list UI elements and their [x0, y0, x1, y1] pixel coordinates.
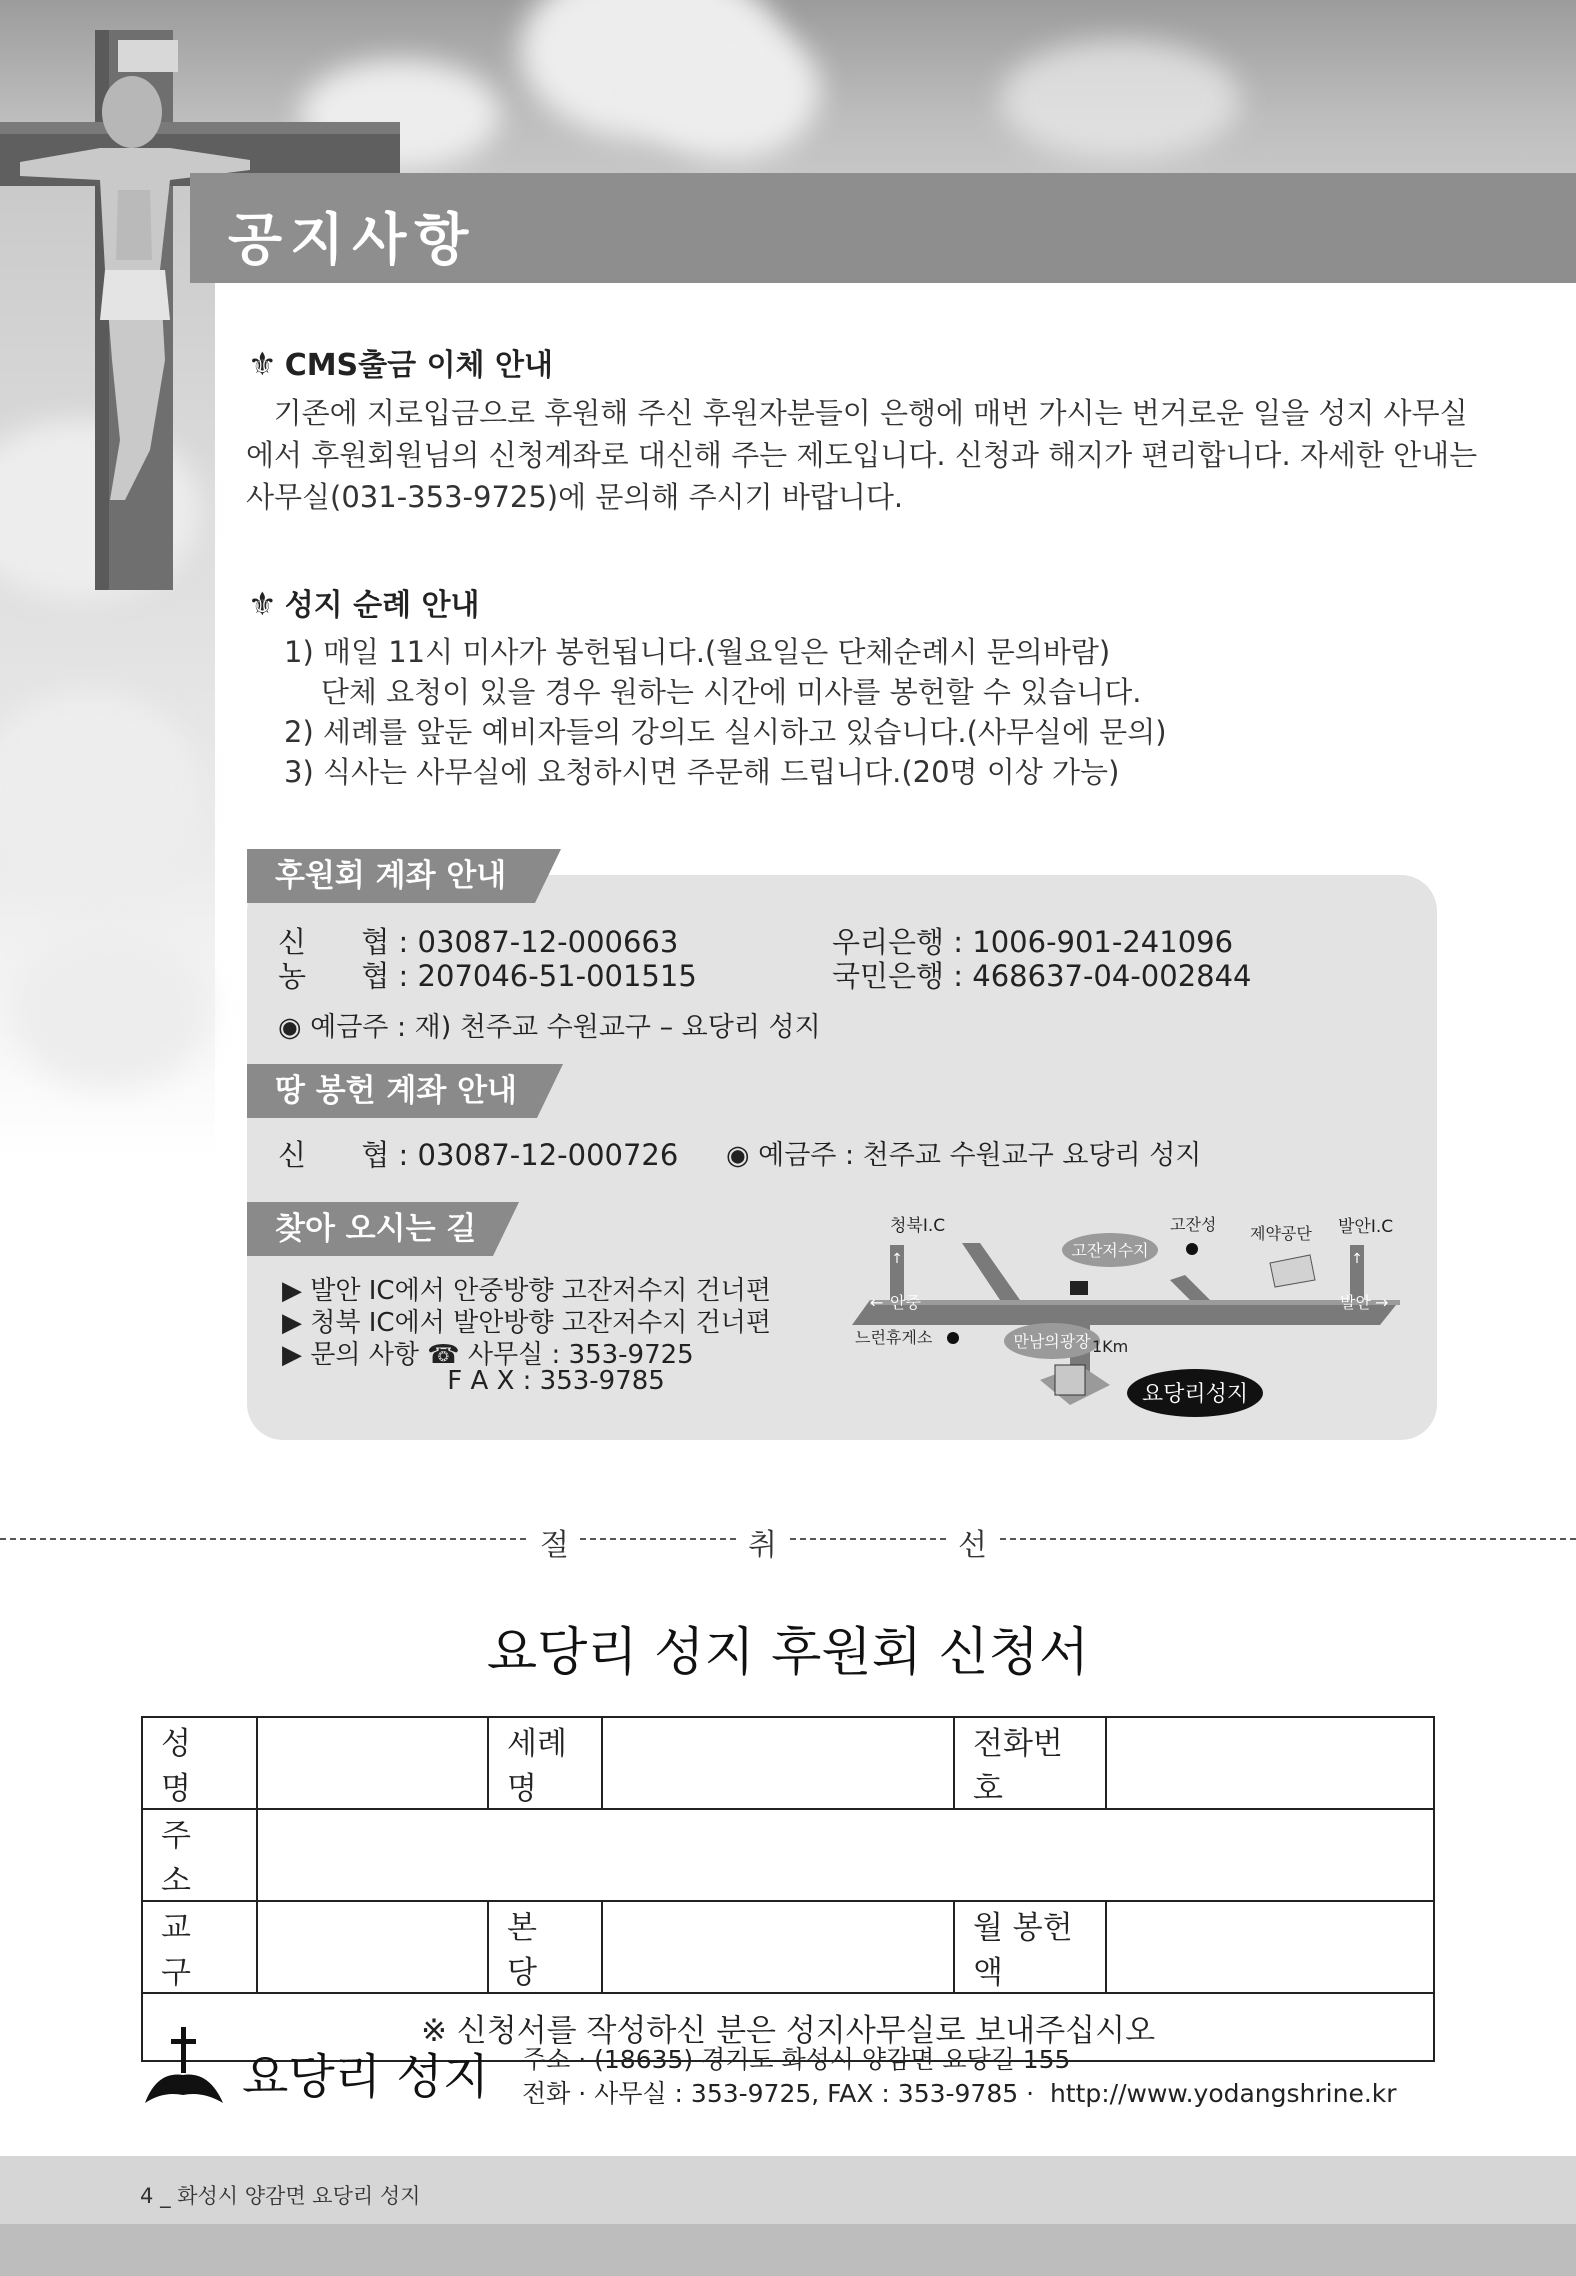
svg-text:→: → — [1375, 1293, 1389, 1312]
land-account-shinhyup: 신 협 : 03087-12-000726 — [278, 1138, 679, 1172]
cms-heading — [248, 340, 553, 384]
support-account-nonghyup: 농 협 : 207046-51-001515 — [278, 959, 697, 993]
map-label-rest-area: 느런휴게소 — [855, 1328, 933, 1347]
page-number: 4 — [140, 2184, 154, 2208]
label-diocese: 교 구 — [142, 1901, 257, 1993]
page-title: 공지사항 — [228, 208, 477, 273]
map-label-distance: 1Km — [1092, 1337, 1129, 1356]
label-name: 성 명 — [142, 1717, 257, 1809]
parish-field[interactable] — [602, 1901, 954, 1993]
support-account-kookmin: 국민은행 : 468637-04-002844 — [832, 959, 1252, 993]
direction-line: ▶ 청북 IC에서 발안방향 고잔저수지 건너편 — [282, 1308, 771, 1338]
location-map — [840, 1205, 1420, 1435]
map-label-gojanseong: 고잔성 — [1170, 1215, 1217, 1234]
cms-body — [246, 392, 1478, 518]
form-note: ※ 신청서를 작성하신 분은 성지사무실로 보내주십시오 — [142, 1993, 1434, 2061]
cut-line-char: 선 — [948, 1520, 997, 1564]
shrine-logo-icon — [143, 2025, 225, 2107]
cut-line — [0, 1538, 1576, 1540]
svg-text:←: ← — [870, 1293, 884, 1312]
monthly-amount-field[interactable] — [1106, 1901, 1434, 1993]
support-account-holder: ◉ 예금주 : 재) 천주교 수원교구 – 요당리 성지 — [278, 1012, 821, 1043]
table-row — [142, 1809, 1434, 1901]
svg-text:↑: ↑ — [891, 1251, 903, 1267]
cut-line-char: 절 — [530, 1520, 579, 1564]
cut-line-char: 취 — [738, 1520, 787, 1564]
page-footer-text: _ 화성시 양감면 요당리 성지 — [160, 2184, 421, 2208]
cms-line: 에서 후원회원님의 신청계좌로 대신해 주는 제도입니다. 신청과 해지가 편리합니다. 자세한 안내는 — [246, 438, 1478, 472]
direction-line: ▶ 문의 사항 ☎ 사무실 : 353-9725 — [282, 1340, 694, 1370]
pilgrimage-list — [284, 632, 1434, 792]
label-phone: 전화번호 — [954, 1717, 1106, 1809]
cms-heading-text: CMS출금 이체 안내 — [284, 348, 553, 383]
map-label-anjung: 안중 — [890, 1293, 921, 1312]
label-address: 주 소 — [142, 1809, 257, 1901]
support-account-shinhyup: 신 협 : 03087-12-000663 — [278, 925, 679, 959]
table-row — [142, 1717, 1434, 1809]
map-label-plaza: 만남의광장 — [1013, 1332, 1091, 1351]
map-label-balan-ic: 발안I.C — [1338, 1217, 1394, 1237]
direction-line: ▶ 발안 IC에서 안중방향 고잔저수지 건너편 — [282, 1276, 771, 1306]
brand-name: 요당리 성지 — [242, 2049, 490, 2105]
list-item: 3) 식사는 사무실에 요청하시면 주문해 드립니다.(20명 이상 가능) — [284, 755, 1120, 789]
page-footer — [140, 2180, 420, 2210]
list-item: 1) 매일 11시 미사가 봉헌됩니다.(월요일은 단체순례시 문의바람) — [284, 635, 1111, 669]
map-label-pharma-complex: 제약공단 — [1250, 1224, 1312, 1243]
map-label-gojan-reservoir: 고잔저수지 — [1071, 1241, 1149, 1260]
land-account-tab: 땅 봉헌 계좌 안내 — [247, 1064, 537, 1118]
list-item: 2) 세례를 앞둔 예비자들의 강의도 실시하고 있습니다.(사무실에 문의) — [284, 715, 1167, 749]
cms-line: 사무실(031-353-9725)에 문의해 주시기 바랍니다. — [246, 480, 904, 514]
address-field[interactable] — [257, 1809, 1434, 1901]
fleur-de-lis-icon: ⚜ — [248, 345, 277, 383]
phone-field[interactable] — [1106, 1717, 1434, 1809]
page-footer-band-lower — [0, 2224, 1576, 2276]
map-label-shrine: 요당리성지 — [1141, 1382, 1249, 1407]
cms-line: 기존에 지로입금으로 후원해 주신 후원자분들이 은행에 매번 가시는 번거로운 일을 성지 사무실 — [246, 396, 1468, 430]
support-account-woori: 우리은행 : 1006-901-241096 — [832, 925, 1234, 959]
map-label-cheongbuk-ic: 청북I.C — [890, 1216, 946, 1236]
fleur-de-lis-icon: ⚜ — [248, 585, 277, 623]
svg-text:↑: ↑ — [1351, 1251, 1363, 1267]
label-monthly-amount: 월 봉헌액 — [954, 1901, 1106, 1993]
pilgrimage-heading — [248, 580, 479, 624]
name-field[interactable] — [257, 1717, 488, 1809]
support-account-tab: 후원회 계좌 안내 — [247, 849, 535, 903]
table-row — [142, 1901, 1434, 1993]
list-item: 단체 요청이 있을 경우 원하는 시간에 미사를 봉헌할 수 있습니다. — [284, 675, 1142, 709]
footer-contact: 전화 · 사무실 : 353-9725, FAX : 353-9785 · http://www.yodangshrine.kr — [522, 2079, 1397, 2108]
footer-address: 주소 · (18635) 경기도 화성시 양감면 요당길 155 — [522, 2045, 1071, 2074]
direction-line: F A X : 353-9785 — [282, 1366, 665, 1396]
directions-tab: 찾아 오시는 길 — [247, 1202, 493, 1256]
label-parish: 본 당 — [488, 1901, 602, 1993]
diocese-field[interactable] — [257, 1901, 488, 1993]
map-label-balan: 발안 — [1340, 1293, 1371, 1312]
baptismal-name-field[interactable] — [602, 1717, 954, 1809]
land-account-holder: ◉ 예금주 : 천주교 수원교구 요당리 성지 — [726, 1140, 1202, 1171]
label-baptismal-name: 세례명 — [488, 1717, 602, 1809]
pilgrimage-heading-text: 성지 순례 안내 — [284, 588, 480, 623]
form-title: 요당리 성지 후원회 신청서 — [486, 1623, 1090, 1683]
application-form-table — [141, 1716, 1435, 2062]
